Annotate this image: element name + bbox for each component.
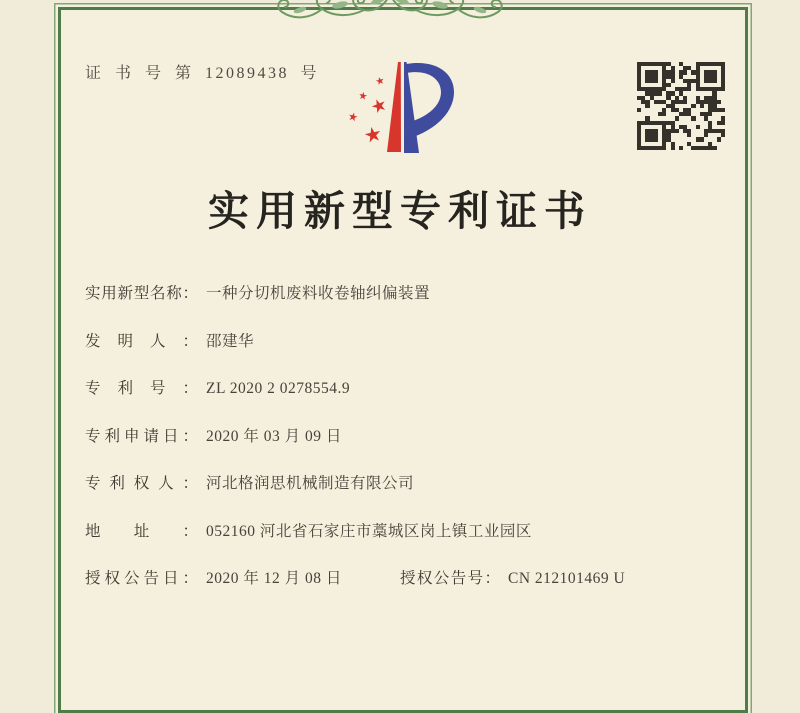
cnipa-patent-logo-icon	[336, 54, 462, 168]
field-value: ZL 2020 2 0278554.9	[206, 380, 351, 397]
field-value: 052160 河北省石家庄市藁城区岗上镇工业园区	[206, 522, 532, 540]
field-label: 专利权人：	[85, 475, 198, 492]
field-row-grant-number	[400, 568, 625, 589]
field-row-address	[85, 521, 740, 542]
field-row-patent-number	[85, 378, 740, 399]
field-row-filing-date	[85, 426, 740, 447]
field-row-inventor	[85, 331, 740, 352]
field-value: CN 212101469 U	[508, 570, 626, 587]
field-value: 2020 年 03 月 09 日	[206, 427, 342, 445]
field-label: 发明人：	[85, 332, 198, 350]
certificate-number: 证 书 号 第 12089438 号	[85, 65, 320, 82]
field-value: 一种分切机废料收卷轴纠偏装置	[206, 285, 431, 302]
certificate-title: 实用新型专利证书	[208, 188, 592, 234]
field-label: 专利号：	[85, 380, 198, 397]
field-label: 授权公告号：	[400, 570, 500, 587]
field-value: 河北格润思机械制造有限公司	[206, 475, 415, 492]
field-value: 邵建华	[206, 332, 255, 350]
field-label: 地址：	[85, 522, 198, 540]
field-value: 2020 年 12 月 08 日	[206, 570, 342, 587]
certificate-fields	[85, 283, 740, 616]
floral-border-ornament-icon	[272, 0, 508, 27]
field-label: 专利申请日：	[85, 427, 198, 445]
field-row-grant-date	[85, 568, 740, 589]
qr-code	[637, 62, 725, 150]
field-row-patentee	[85, 473, 740, 494]
field-label: 授权公告日：	[85, 570, 198, 587]
field-row-name	[85, 283, 740, 304]
field-label: 实用新型名称：	[85, 285, 198, 302]
